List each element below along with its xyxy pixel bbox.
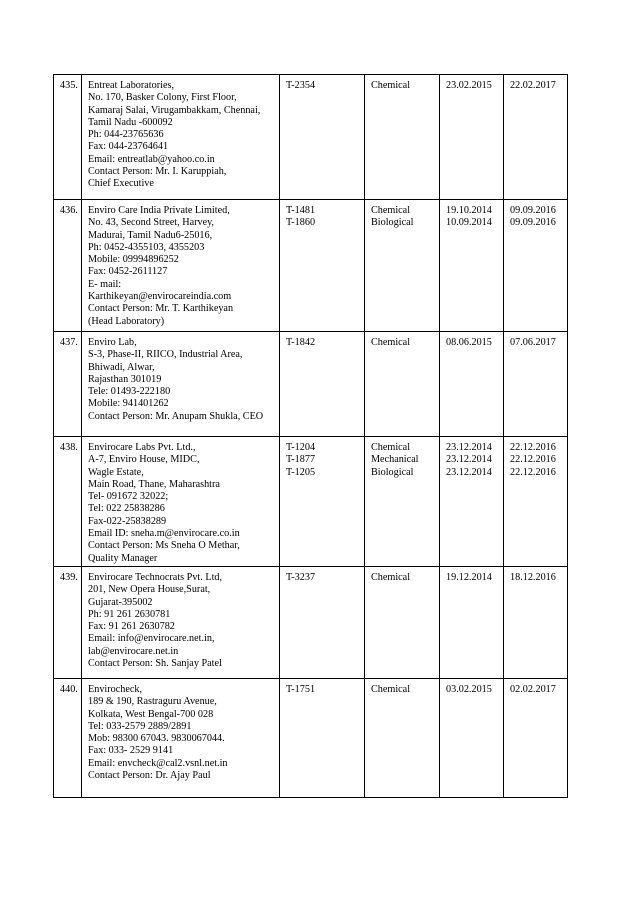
address-line: Contact Person: Mr. Anupam Shukla, CEO [88,410,264,422]
certificate-cell [280,437,365,567]
discipline-cell [365,437,440,567]
address-line: lab@envirocare.net.in [88,645,179,657]
address-cell [82,437,280,567]
valid-from-date: 23.12.2014 [446,454,492,466]
table-row [54,200,568,332]
address-cell [82,75,280,200]
address-line: Fax-022-25838289 [88,515,167,527]
discipline-name: Chemical [371,684,411,695]
table-row [54,437,568,567]
address-line: Mob: 98300 67043. 9830067044. [88,733,225,745]
address-line: Email ID: sneha.m@envirocare.co.in [88,528,240,540]
address-line: Envirocheck, [88,684,143,695]
serial-number-cell: 435. [54,75,82,200]
discipline-name: Chemical [371,572,411,583]
certificate-number: T-1877 [286,454,316,466]
discipline-name: Chemical [371,442,411,453]
serial-number-cell: 438. [54,437,82,567]
certificate-cell [280,567,365,679]
address-line: Mobile: 941401262 [88,398,169,410]
address-line: S-3, Phase-II, RIICO, Industrial Area, [88,349,243,361]
discipline-cell [365,332,440,437]
address-line: Envirocare Labs Pvt. Ltd., [88,442,196,453]
valid-from-cell [440,567,504,679]
certificate-cell [280,679,365,798]
table-row [54,567,568,679]
valid-from-date: 23.12.2014 [446,466,492,478]
address-line: Email: info@envirocare.net.in, [88,633,215,645]
valid-from-cell [440,200,504,332]
address-line: Fax: 91 261 2630782 [88,621,175,633]
laboratory-table-body [54,75,568,798]
address-line: Tele: 01493-222180 [88,386,171,398]
address-line: Kolkata, West Bengal-700 028 [88,708,214,720]
certificate-number: T-2354 [286,80,316,91]
serial-number-cell: 436. [54,200,82,332]
address-line: (Head Laboratory) [88,315,165,327]
address-line: Tamil Nadu -600092 [88,116,173,128]
address-line: Tel: 022 25838286 [88,503,165,515]
valid-from-date: 23.02.2015 [446,80,492,91]
valid-to-cell [504,437,568,567]
valid-from-date: 23.12.2014 [446,442,492,453]
address-line: No. 43, Second Street, Harvey, [88,217,215,229]
serial-number-cell: 437. [54,332,82,437]
address-line: Wagle Estate, [88,466,144,478]
valid-to-date: 09.09.2016 [510,217,556,229]
serial-number-cell: 440. [54,679,82,798]
valid-to-date: 02.02.2017 [510,684,556,695]
serial-number-cell: 439. [54,567,82,679]
address-line: Fax: 033- 2529 9141 [88,745,174,757]
valid-from-cell [440,75,504,200]
discipline-cell [365,679,440,798]
valid-from-cell [440,332,504,437]
address-line: Ph: 044-23765636 [88,129,164,141]
address-line: Fax: 0452-2611127 [88,266,168,278]
address-line: Madurai, Tamil Nadu6-25016, [88,229,213,241]
certificate-number: T-1751 [286,684,316,695]
valid-to-date: 07.06.2017 [510,337,556,348]
address-cell [82,679,280,798]
valid-from-date: 08.06.2015 [446,337,492,348]
valid-from-cell [440,679,504,798]
certificate-number: T-3237 [286,572,316,583]
discipline-name: Biological [371,217,414,229]
address-cell [82,567,280,679]
certificate-number: T-1860 [286,217,316,229]
address-cell [82,200,280,332]
valid-from-date: 19.10.2014 [446,205,492,216]
certificate-number: T-1204 [286,442,316,453]
address-line: Contact Person: Mr. T. Karthikeyan [88,303,234,315]
discipline-name: Chemical [371,337,411,348]
address-line: Tel- 091672 32022; [88,491,169,503]
discipline-cell [365,75,440,200]
valid-to-cell [504,567,568,679]
address-line: Fax: 044-23764641 [88,141,169,153]
discipline-name: Biological [371,466,414,478]
valid-to-cell [504,200,568,332]
address-line: Enviro Lab, [88,337,137,348]
address-line: Karthikeyan@envirocareindia.com [88,291,232,303]
certificate-number: T-1842 [286,337,316,348]
certificate-cell [280,200,365,332]
certificate-cell [280,332,365,437]
discipline-name: Chemical [371,205,411,216]
valid-from-date: 03.02.2015 [446,684,492,695]
address-line: E- mail: [88,278,122,290]
address-line: Contact Person: Mr. I. Karuppiah, [88,166,227,178]
address-line: Tel: 033-2579 2889/2891 [88,720,192,732]
address-line: Entreat Laboratories, [88,80,174,91]
valid-to-cell [504,332,568,437]
address-line: 201, New Opera House,Surat, [88,584,211,596]
address-line: Enviro Care India Private Limited, [88,205,230,216]
certificate-number: T-1205 [286,466,316,478]
valid-to-date: 18.12.2016 [510,572,556,583]
address-line: Bhiwadi, Alwar, [88,361,155,373]
address-line: Contact Person: Sh. Sanjay Patel [88,658,222,670]
address-line: Email: entreatlab@yahoo.co.in [88,153,215,165]
address-line: Contact Person: Dr. Ajay Paul [88,770,211,782]
address-line: Rajasthan 301019 [88,373,162,385]
address-line: No. 170, Basker Colony, First Floor, [88,92,237,104]
table-row [54,332,568,437]
address-line: Gujarat-395002 [88,596,153,608]
valid-to-date: 09.09.2016 [510,205,556,216]
valid-to-date: 22.12.2016 [510,442,556,453]
discipline-name: Mechanical [371,454,419,466]
address-line: Main Road, Thane, Maharashtra [88,478,220,490]
address-cell [82,332,280,437]
discipline-cell [365,567,440,679]
valid-to-cell [504,75,568,200]
discipline-cell [365,200,440,332]
discipline-name: Chemical [371,80,411,91]
valid-to-cell [504,679,568,798]
valid-from-cell [440,437,504,567]
certificate-cell [280,75,365,200]
valid-to-date: 22.12.2016 [510,454,556,466]
address-line: Email: envcheck@cal2.vsnl.net.in [88,757,228,769]
address-line: Chief Executive [88,178,154,190]
table-row [54,679,568,798]
valid-to-date: 22.02.2017 [510,80,556,91]
valid-from-date: 10.09.2014 [446,217,492,229]
address-line: Kamaraj Salai, Virugambakkam, Chennai, [88,104,261,116]
valid-from-date: 19.12.2014 [446,572,492,583]
address-line: Envirocare Technocrats Pvt. Ltd, [88,572,223,583]
address-line: Ph: 0452-4355103, 4355203 [88,241,205,253]
table-row [54,75,568,200]
address-line: A-7, Enviro House, MIDC, [88,454,200,466]
laboratory-table [53,74,568,798]
address-line: 189 & 190, Rastraguru Avenue, [88,696,217,708]
valid-to-date: 22.12.2016 [510,466,556,478]
address-line: Contact Person: Ms Sneha O Methar, [88,540,240,552]
certificate-number: T-1481 [286,205,316,216]
address-line: Quality Manager [88,552,158,564]
address-line: Ph: 91 261 2630781 [88,608,171,620]
address-line: Mobile: 09994896252 [88,254,179,266]
